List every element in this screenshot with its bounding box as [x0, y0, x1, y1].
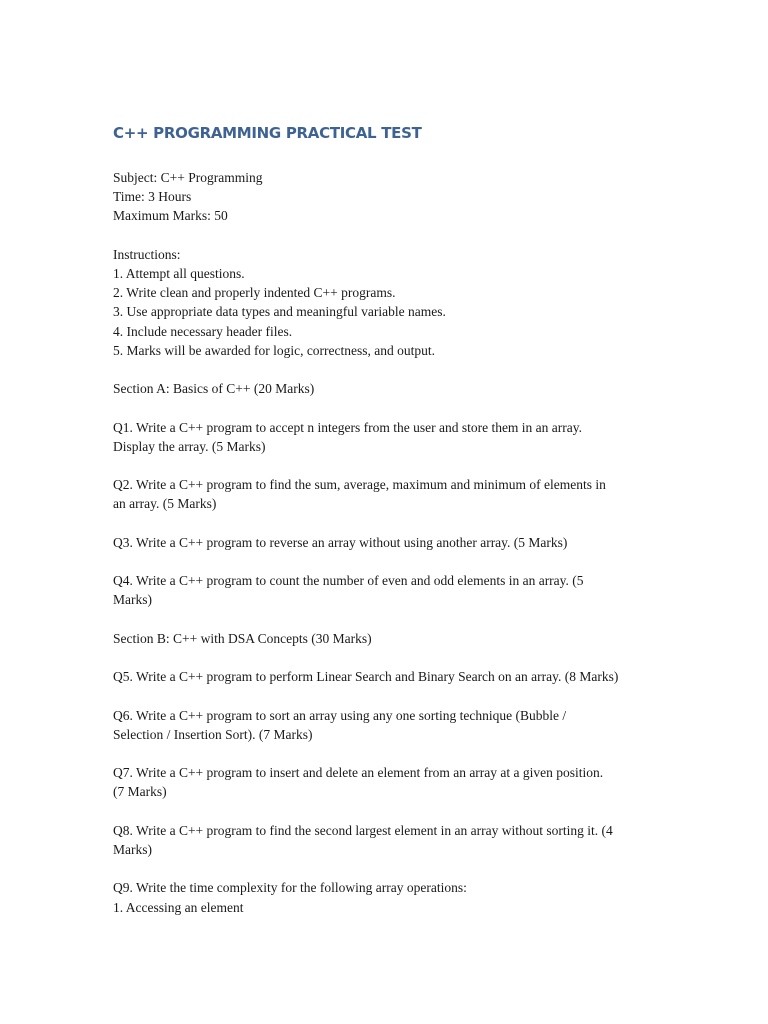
question-text: Q5. Write a C++ program to perform Linear Search and Binary Search on an array. (8 Marks): [113, 669, 619, 685]
instruction-item: 4. Include necessary header files.: [113, 323, 293, 339]
document-title: C++ PROGRAMMING PRACTICAL TEST: [113, 124, 422, 142]
max-marks-line: Maximum Marks: 50: [113, 208, 228, 224]
spacer: [113, 514, 658, 533]
question-text: Q9. Write the time complexity for the following array operations:: [113, 880, 467, 896]
document-body: [113, 168, 658, 917]
question-q9: [113, 878, 658, 916]
time-line: Time: 3 Hours: [113, 189, 192, 205]
spacer: [113, 456, 658, 475]
question-text: Q4. Write a C++ program to count the number of even and odd elements in an array. (5: [113, 573, 584, 589]
subject-line: Subject: C++ Programming: [113, 170, 263, 185]
instruction-item: 1. Attempt all questions.: [113, 266, 245, 281]
question-text: Q7. Write a C++ program to insert and delete an element from an array at a given position.: [113, 765, 604, 781]
spacer: [113, 226, 658, 245]
question-q6: [113, 706, 658, 744]
test-header-info: [113, 168, 658, 226]
spacer: [113, 744, 658, 763]
instructions-heading: Instructions:: [113, 246, 181, 262]
spacer: [113, 802, 658, 821]
question-text: an array. (5 Marks): [113, 496, 217, 512]
question-text: Q2. Write a C++ program to find the sum, average, maximum and minimum of elements in: [113, 477, 606, 493]
spacer: [113, 360, 658, 379]
question-text: Display the array. (5 Marks): [113, 438, 266, 454]
instruction-item: 5. Marks will be awarded for logic, correctness, and output.: [113, 342, 436, 358]
instruction-item: 3. Use appropriate data types and meaningful variable names.: [113, 304, 446, 320]
spacer: [113, 610, 658, 629]
question-q2: [113, 475, 658, 513]
question-text: (7 Marks): [113, 784, 167, 800]
question-text: Marks): [113, 841, 152, 857]
spacer: [113, 648, 658, 667]
question-q3: [113, 533, 658, 552]
question-q5: [113, 667, 658, 686]
section-b-heading: Section B: C++ with DSA Concepts (30 Marks): [113, 630, 372, 646]
question-text: Selection / Insertion Sort). (7 Marks): [113, 726, 313, 742]
section-a-heading: Section A: Basics of C++ (20 Marks): [113, 381, 315, 397]
instruction-item: 2. Write clean and properly indented C++ programs.: [113, 285, 396, 301]
question-subitem: 1. Accessing an element: [113, 899, 244, 915]
question-text: Marks): [113, 592, 152, 608]
spacer: [113, 398, 658, 417]
question-text: Q1. Write a C++ program to accept n integers from the user and store them in an array.: [113, 419, 583, 435]
instructions-block: [113, 245, 658, 360]
question-q4: [113, 571, 658, 609]
question-q1: [113, 418, 658, 456]
question-q7: [113, 763, 658, 801]
spacer: [113, 686, 658, 705]
spacer: [113, 552, 658, 571]
question-text: Q6. Write a C++ program to sort an array using any one sorting technique (Bubble /: [113, 707, 567, 723]
question-q8: [113, 821, 658, 859]
question-text: Q3. Write a C++ program to reverse an array without using another array. (5 Marks): [113, 534, 568, 550]
spacer: [113, 859, 658, 878]
question-text: Q8. Write a C++ program to find the second largest element in an array without sorting it. (4: [113, 822, 613, 838]
